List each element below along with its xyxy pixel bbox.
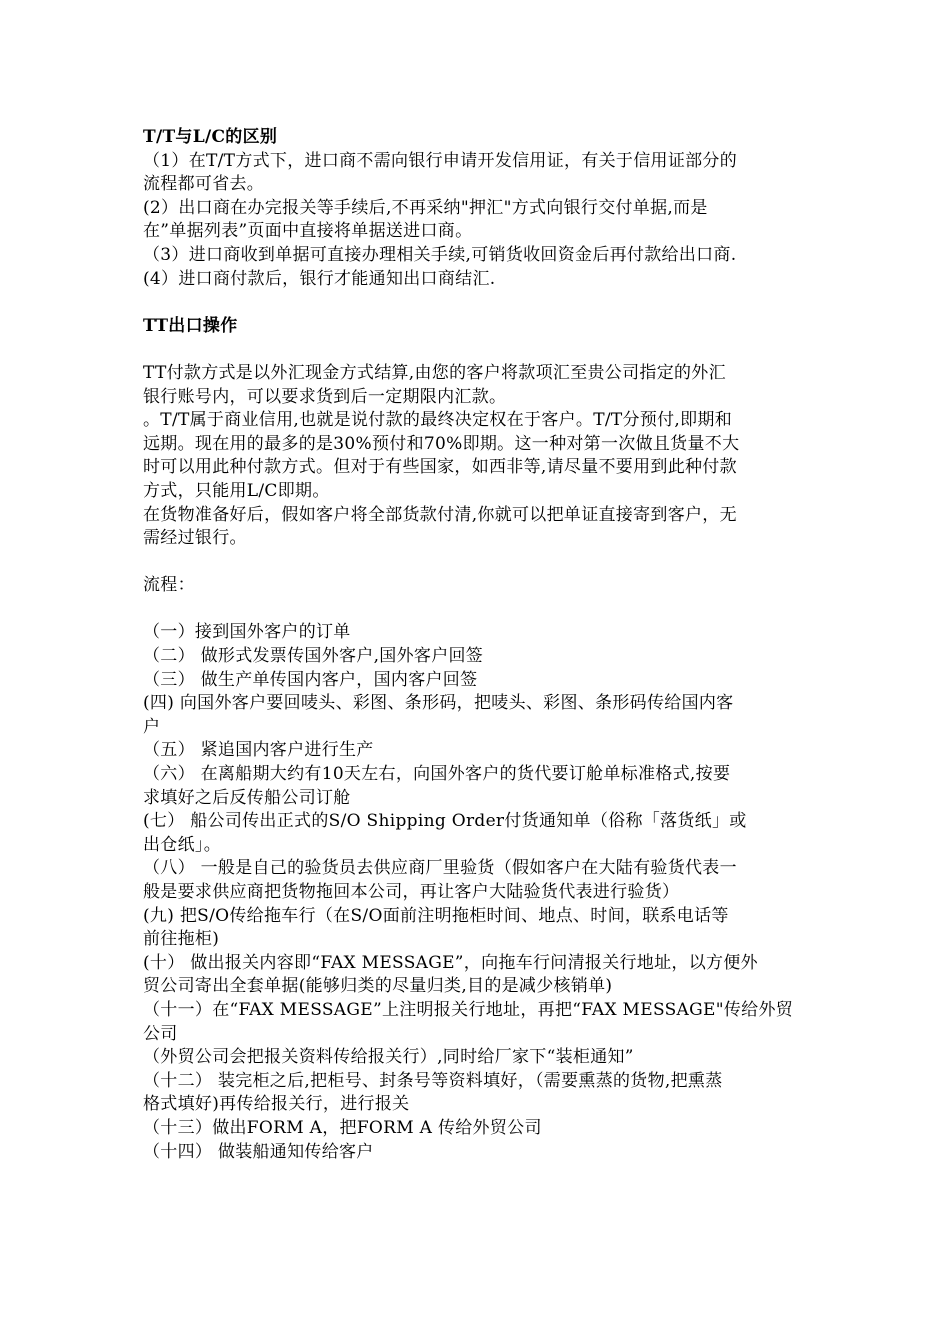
process-step-line: 求填好之后反传船公司订舱 (143, 787, 351, 808)
paragraph-line: （1）在T/T方式下，进口商不需向银行申请开发信用证，有关于信用证部分的 (143, 150, 738, 171)
process-step-line: (四) 向国外客户要回唛头、彩图、条形码，把唛头、彩图、条形码传给国内客 (143, 693, 734, 714)
process-step-list (143, 621, 815, 1164)
process-step-line: （二） 做形式发票传国外客户,国外客户回签 (143, 646, 484, 667)
paragraph-line: 银行账号内，可以要求货到后一定期限内汇款。 (143, 386, 507, 407)
process-step-line: （十三）做出FORM A，把FORM A 传给外贸公司 (143, 1117, 542, 1138)
spacer (143, 598, 815, 622)
section-tt-export-body (143, 362, 815, 551)
process-step-line: 前往拖柜) (143, 929, 220, 950)
process-step-line: （三） 做生产单传国内客户，国内客户回签 (143, 669, 478, 690)
paragraph-line: 。T/T属于商业信用,也就是说付款的最终决定权在于客户。T/T分预付,即期和 (143, 410, 733, 431)
process-step-line: 格式填好)再传给报关行，进行报关 (143, 1094, 410, 1115)
process-step-line: 公司 (143, 1023, 178, 1044)
paragraph-line: 在货物准备好后，假如客户将全部货款付清,你就可以把单证直接寄到客户，无 (143, 504, 737, 525)
paragraph-line: 流程都可省去。 (143, 174, 265, 195)
process-step-line: （十二） 装完柜之后,把柜号、封条号等资料填好，（需要熏蒸的货物,把熏蒸 (143, 1070, 723, 1091)
process-step-line: (十） 做出报关内容即“FAX MESSAGE”，向拖车行问清报关行地址，以方便外 (143, 952, 758, 973)
process-step-line: (九) 把S/O传给拖车行（在S/O面前注明拖柜时间、地点、时间，联系电话等 (143, 905, 729, 926)
spacer (143, 291, 815, 315)
paragraph-line: 时可以用此种付款方式。但对于有些国家，如西非等,请尽量不要用到此种付款 (143, 457, 737, 478)
spacer (143, 551, 815, 575)
section-title-tt-vs-lc: T/T与L/C的区别 (143, 127, 278, 147)
process-step-line: （八） 一般是自己的验货员去供应商厂里验货（假如客户在大陆有验货代表一 (143, 858, 737, 879)
paragraph-line: （3）进口商收到单据可直接办理相关手续,可销货收回资金后再付款给出口商. (143, 244, 737, 265)
document-body (143, 126, 815, 1164)
process-step-line: 户 (143, 716, 161, 737)
process-step-line: （六） 在离船期大约有10天左右，向国外客户的货代要订舱单标准格式,按要 (143, 764, 731, 785)
process-step-line: （外贸公司会把报关资料传给报关行）,同时给厂家下“装柜通知” (143, 1047, 634, 1068)
paragraph-line: 在”单据列表”页面中直接将单据送进口商。 (143, 221, 473, 242)
paragraph-line: 远期。现在用的最多的是30%预付和70%即期。这一种对第一次做且货量不大 (143, 433, 740, 454)
section-title-tt-export: TT出口操作 (143, 315, 238, 336)
process-step-line: （一）接到国外客户的订单 (143, 622, 351, 643)
paragraph-line: TT付款方式是以外汇现金方式结算,由您的客户将款项汇至贵公司指定的外汇 (143, 362, 726, 383)
process-step-line: 般是要求供应商把货物拖回本公司，再让客户大陆验货代表进行验货） (143, 882, 680, 902)
process-step-line: 出仓纸」。 (143, 834, 221, 855)
section-title-process: 流程： (143, 575, 195, 596)
paragraph-line: 方式，只能用L/C即期。 (143, 480, 330, 501)
paragraph-line: 需经过银行。 (143, 528, 247, 549)
section-tt-vs-lc-body (143, 150, 815, 292)
process-step-line: （十一）在“FAX MESSAGE”上注明报关行地址，再把“FAX MESSAGE"传给外贸 (143, 999, 794, 1020)
process-step-line: （十四） 做装船通知传给客户 (143, 1141, 374, 1162)
process-step-line: （五） 紧追国内客户进行生产 (143, 740, 374, 761)
paragraph-line: (2）出口商在办完报关等手续后,不再采纳"押汇"方式向银行交付单据,而是 (143, 197, 708, 218)
process-step-line: (七） 船公司传出正式的S/O Shipping Order付货通知单（俗称「落货纸」或 (143, 811, 747, 832)
process-step-line: 贸公司寄出全套单据(能够归类的尽量归类,目的是减少核销单) (143, 976, 613, 997)
spacer (143, 338, 815, 362)
paragraph-line: (4）进口商付款后，银行才能通知出口商结汇. (143, 268, 496, 289)
